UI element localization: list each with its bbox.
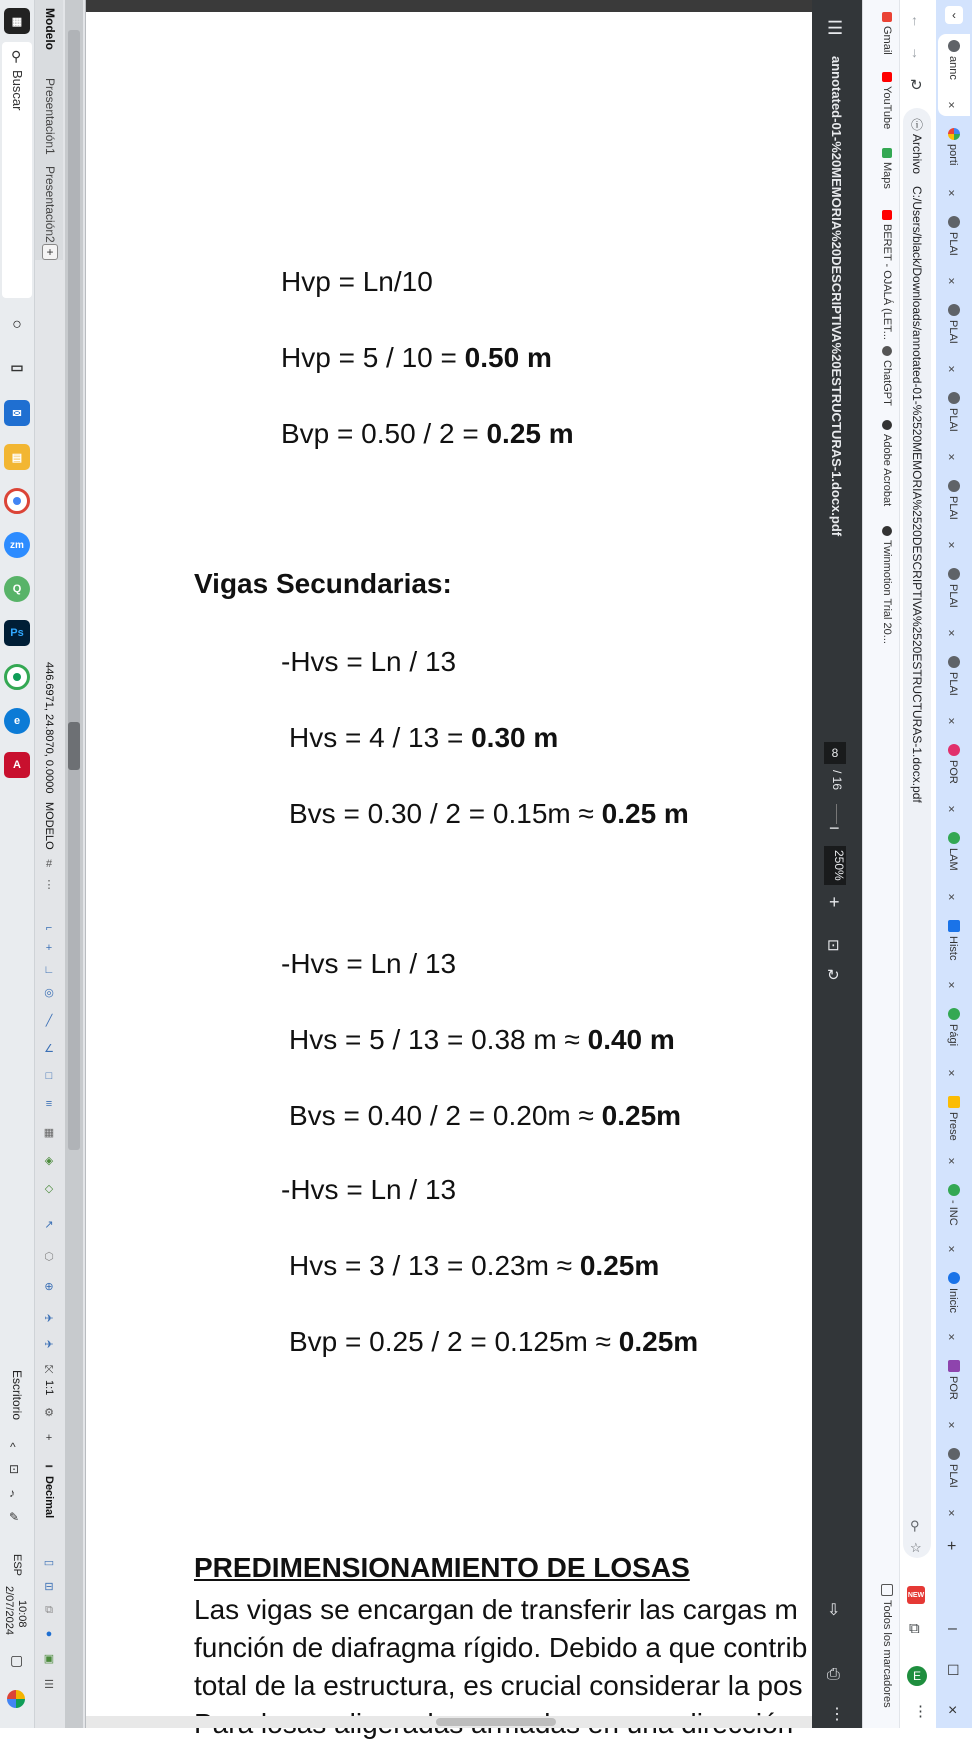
bookmark-youtube[interactable]: YouTube (881, 72, 893, 129)
add-layout-button[interactable]: + (42, 244, 58, 260)
edge-icon[interactable]: e (4, 708, 30, 734)
hvp-result: 0.50 m (464, 342, 552, 373)
polar-icon[interactable]: ◎ (44, 986, 54, 999)
s1-hvs-calculation: Hvs = 4 / 13 = 0.30 m (289, 722, 559, 753)
paragraph-line-3: total de la estructura, es crucial considerar la pos (194, 1670, 803, 1701)
rotate-icon[interactable]: ↻ (827, 967, 840, 984)
tab[interactable]: Pági × (938, 1002, 970, 1084)
workspace-gear-icon[interactable]: ⚙ (44, 1406, 54, 1419)
input-language[interactable]: ESP (11, 1554, 23, 1577)
object-snap-icon[interactable]: □ (45, 1070, 53, 1082)
youtube-icon (882, 72, 892, 82)
qgis-icon[interactable]: Q (4, 576, 30, 602)
model-space-toggle[interactable]: MODELO (43, 802, 55, 850)
file-explorer-icon[interactable]: ▤ (4, 444, 30, 470)
task-view-icon[interactable]: ▭ (10, 358, 24, 375)
tab-search-chevron-icon[interactable]: ‹ (945, 6, 963, 24)
bookmarks-bar (863, 0, 900, 1728)
transparency-icon[interactable]: ▦ (43, 1126, 55, 1139)
forward-arrow-icon[interactable]: ↓ (911, 44, 918, 60)
page-total: / 16 (830, 770, 844, 791)
history-icon (948, 920, 960, 932)
tab[interactable]: Histc × (938, 914, 970, 996)
bvp-calculation: Bvp = 0.50 / 2 = 0.25 m (281, 418, 574, 449)
globe-icon (882, 526, 892, 536)
chevron-up-icon[interactable]: ^ (10, 1440, 16, 1454)
speaker-icon[interactable]: ♪ (9, 1486, 15, 1500)
chatgpt-icon (882, 346, 892, 356)
pen-icon[interactable]: ✎ (9, 1510, 20, 1524)
close-icon[interactable]: × (948, 362, 956, 376)
info-icon: ⓘ (911, 118, 924, 132)
slides-icon (948, 1096, 960, 1108)
globe-icon (882, 420, 892, 430)
cad-scroll-thumb[interactable] (68, 722, 80, 770)
s1-hvs-result: 0.30 m (471, 722, 559, 753)
instagram-icon (948, 744, 960, 756)
print-icon[interactable]: ⎙ (827, 1666, 840, 1683)
download-icon[interactable]: ⇩ (827, 1602, 841, 1619)
bookmark-chatgpt[interactable]: ChatGPT (881, 346, 893, 406)
isolate-objects-icon[interactable]: ⧉ (45, 1603, 53, 1616)
dynamic-input-icon[interactable]: + (45, 942, 53, 954)
close-icon[interactable]: × (948, 98, 956, 112)
close-icon[interactable]: × (948, 714, 956, 728)
page-number-input[interactable]: 8 (824, 742, 846, 764)
s1-formula: -Hvs = Ln / 13 (281, 646, 457, 677)
cad-scroll-track (68, 30, 80, 1150)
fit-to-page-icon[interactable]: ⊡ (827, 937, 840, 954)
tab[interactable]: Prese × (938, 1090, 970, 1172)
chrome-menu-icon[interactable]: ⋮ (913, 1703, 928, 1720)
close-icon[interactable]: × (948, 186, 956, 200)
tab[interactable]: POR × (938, 738, 970, 820)
globe-icon (948, 1448, 960, 1460)
address-url[interactable]: C:/Users/black/Downloads/annotated-01-%2520MEMORIA%2520DESCRIPTIVA%2520ESTRUCTURAS-1.docx.pdf (910, 186, 924, 803)
chrome-profile-icon[interactable] (4, 664, 30, 690)
tab[interactable]: PLAI × (938, 210, 970, 292)
extensions-puzzle-icon[interactable]: ⧉ (909, 1620, 920, 1637)
tab[interactable]: PLAI × (938, 474, 970, 556)
tab[interactable]: PLAI × (938, 386, 970, 468)
bookmark-gmail[interactable]: Gmail (881, 12, 893, 55)
hardware-acceleration-icon[interactable]: ● (45, 1628, 53, 1640)
s1-bvs-calculation: Bvs = 0.30 / 2 = 0.15m ≈ 0.25 m (289, 798, 689, 829)
autocad-icon[interactable]: A (4, 752, 30, 778)
globe-icon (948, 392, 960, 404)
zoom-level-input[interactable]: 250% (824, 846, 846, 885)
zoom-out-icon[interactable]: − (829, 818, 840, 838)
close-icon[interactable]: × (948, 626, 956, 640)
zoom-icon[interactable]: zm (4, 532, 30, 558)
gizmo-icon[interactable]: ⊕ (44, 1280, 54, 1293)
s2-bvs-result: 0.25m (601, 1100, 682, 1131)
bookmark-star-icon[interactable]: ☆ (910, 1540, 922, 1555)
hvp-formula: Hvp = Ln/10 (281, 266, 433, 297)
globe-icon (948, 216, 960, 228)
globe-icon (948, 40, 960, 52)
auto-scale-icon[interactable]: ✈ (44, 1338, 54, 1351)
close-icon[interactable]: × (948, 1418, 956, 1432)
clean-screen-icon[interactable]: ▣ (43, 1652, 55, 1665)
windows-start-icon[interactable]: ▦ (4, 8, 30, 34)
browser-toolbar (862, 0, 937, 1728)
close-icon[interactable]: × (948, 802, 956, 816)
zoom-in-icon[interactable]: + (829, 892, 840, 912)
search-icon: ⚲ (11, 48, 22, 64)
s2-bvs-calculation: Bvs = 0.40 / 2 = 0.20m ≈ 0.25m (289, 1100, 682, 1131)
s1-bvs-result: 0.25 m (601, 798, 689, 829)
quick-properties-icon[interactable]: ▭ (43, 1556, 55, 1569)
all-bookmarks[interactable]: Todos los marcadores (881, 1584, 893, 1708)
profile-avatar[interactable]: E (907, 1666, 927, 1686)
chrome-icon[interactable] (4, 488, 30, 514)
menu-hamburger-icon[interactable]: ☰ (827, 18, 844, 38)
google-icon (948, 128, 960, 140)
pdf-horizontal-scrollbar[interactable] (86, 1716, 812, 1728)
close-icon[interactable]: × (948, 1154, 956, 1168)
units-selector[interactable]: Decimal (43, 1476, 55, 1519)
globe-icon (948, 656, 960, 668)
annotation-monitor-icon[interactable]: + (45, 1432, 53, 1444)
close-icon[interactable]: × (948, 538, 956, 552)
bvp-result: 0.25 m (486, 418, 574, 449)
close-icon[interactable]: × (948, 1506, 956, 1520)
search-label: Buscar (10, 70, 25, 111)
pdf-horizontal-scroll-thumb[interactable] (436, 1718, 556, 1726)
close-icon[interactable]: × (948, 890, 956, 904)
minimize-window-icon[interactable]: – (948, 1620, 957, 1637)
customization-icon[interactable]: ☰ (44, 1678, 54, 1691)
drive-icon (948, 832, 960, 844)
bookmark-beret[interactable]: BERET - OJALÁ (LET... (881, 210, 893, 340)
s3-bvp-result: 0.25m (618, 1326, 699, 1357)
s3-hvs-calculation: Hvs = 3 / 13 = 0.23m ≈ 0.25m (289, 1250, 660, 1281)
secondary-beams-heading: Vigas Secundarias: (194, 568, 452, 599)
ortho-icon[interactable]: ∟ (43, 964, 55, 976)
tab[interactable]: PLAI × (938, 650, 970, 732)
close-window-icon[interactable]: × (948, 1702, 958, 1719)
bookmark-twinmotion[interactable]: Twinmotion Trial 20... (881, 526, 893, 644)
windows-taskbar (0, 0, 35, 1728)
maximize-window-icon[interactable]: ☐ (947, 1662, 960, 1678)
selection-cycling-icon[interactable]: ◈ (44, 1154, 54, 1167)
tab[interactable]: PLAI × (938, 562, 970, 644)
new-tab-plus-icon[interactable]: + (947, 1538, 957, 1555)
tab-presentacion2[interactable]: Presentación2 (43, 166, 57, 243)
cursor-coordinates: 446.6971, 24.8070, 0.0000 (43, 662, 55, 794)
zoom-lens-icon[interactable]: ⚲ (910, 1518, 920, 1533)
tab[interactable]: POR × (938, 1354, 970, 1436)
extension-new-icon[interactable]: NEW (907, 1586, 925, 1604)
object-snap-tracking-icon[interactable]: ∠ (44, 1042, 54, 1055)
paragraph-line-1: Las vigas se encargan de transferir las cargas m (194, 1594, 798, 1625)
pdf-filename: annotated-01-%20MEMORIA%20DESCRIPTIVA%20ESTRUCTURAS-1.docx.pdf (829, 56, 844, 537)
tab[interactable]: - INC × (938, 1178, 970, 1260)
site-icon (948, 1272, 960, 1284)
clock-time[interactable]: 10:08 (16, 1600, 28, 1628)
clock-date[interactable]: 2/07/2024 (3, 1586, 15, 1635)
annotation-scale[interactable]: 1:1 (43, 1380, 55, 1396)
tab[interactable]: PLAI × (938, 298, 970, 380)
youtube-icon (882, 210, 892, 220)
selection-filter-icon[interactable]: ⬡ (44, 1250, 54, 1263)
drive-icon (948, 1184, 960, 1196)
close-icon[interactable]: × (948, 1242, 956, 1256)
more-actions-icon[interactable]: ⋮ (829, 1706, 845, 1723)
units-icon[interactable]: ━ (45, 1460, 53, 1473)
isodraft-icon[interactable]: ╱ (45, 1014, 53, 1027)
address-scheme-label: Archivo (910, 134, 924, 175)
dynamic-ucs-icon[interactable]: ↗ (44, 1218, 54, 1231)
tab[interactable]: Inicic × (938, 1266, 970, 1348)
close-icon[interactable]: × (948, 274, 956, 288)
lock-ui-icon[interactable]: ⊟ (44, 1580, 54, 1593)
notifications-icon[interactable]: ▢ (10, 1652, 24, 1668)
slabs-heading: PREDIMENSIONAMIENTO DE LOSAS (194, 1552, 690, 1583)
hvp-calculation: Hvp = 5 / 10 = 0.50 m (281, 342, 552, 373)
tab-active[interactable]: annc × (938, 34, 970, 116)
globe-icon (948, 304, 960, 316)
site-icon (948, 1360, 960, 1372)
drive-icon (948, 1008, 960, 1020)
reload-icon[interactable]: ↻ (910, 77, 923, 94)
annotation-visibility-icon[interactable]: ✈ (44, 1312, 54, 1325)
desktop-label[interactable]: Escritorio (10, 1370, 24, 1421)
maps-icon (882, 148, 892, 158)
cortana-circle-icon[interactable]: ○ (12, 316, 22, 333)
annotation-scale-icon[interactable]: ⤧ (44, 1363, 54, 1376)
address-bar[interactable] (903, 108, 931, 1558)
taskbar-search[interactable] (2, 42, 32, 298)
mail-icon[interactable]: ✉ (4, 400, 30, 426)
paragraph-line-2: función de diafragma rígido. Debido a que contrib (194, 1632, 808, 1663)
tab-presentacion1[interactable]: Presentación1 (43, 78, 57, 155)
tab-modelo[interactable]: Modelo (43, 8, 57, 50)
cad-vertical-scrollbar[interactable] (65, 0, 83, 1728)
gmail-icon (882, 12, 892, 22)
bookmark-maps[interactable]: Maps (881, 148, 893, 189)
cad-application-strip (35, 0, 86, 1728)
close-icon[interactable]: × (948, 450, 956, 464)
browser-tab-strip (936, 0, 972, 1728)
bookmark-adobe-acrobat[interactable]: Adobe Acrobat (881, 420, 893, 506)
close-icon[interactable]: × (948, 1066, 956, 1080)
tab[interactable]: porti × (938, 122, 970, 204)
s2-hvs-calculation: Hvs = 5 / 13 = 0.38 m ≈ 0.40 m (289, 1024, 675, 1055)
globe-icon (948, 480, 960, 492)
pdf-viewer-toolbar (812, 0, 862, 1728)
cad-status-bar (35, 640, 63, 1728)
folder-icon (881, 1584, 893, 1596)
snap-icon[interactable]: ⋮ (43, 878, 55, 891)
close-icon[interactable]: × (948, 1330, 956, 1344)
network-icon[interactable]: ⊡ (9, 1462, 20, 1476)
tab[interactable]: PLAI × (938, 1442, 970, 1524)
s3-formula: -Hvs = Ln / 13 (281, 1174, 457, 1205)
photoshop-icon[interactable]: Ps (4, 620, 30, 646)
tab[interactable]: LAM × (938, 826, 970, 908)
close-icon[interactable]: × (948, 978, 956, 992)
back-arrow-icon[interactable]: ↑ (911, 12, 918, 28)
cad-layout-tabs (35, 0, 63, 260)
s2-hvs-result: 0.40 m (587, 1024, 675, 1055)
infer-icon[interactable]: ⌐ (45, 922, 53, 934)
3d-osnap-icon[interactable]: ◇ (44, 1182, 54, 1195)
pdf-page-top-edge (86, 0, 812, 12)
weather-icon[interactable] (7, 1690, 25, 1708)
s3-hvs-result: 0.25m (579, 1250, 660, 1281)
pdf-page (86, 0, 812, 1728)
globe-icon (948, 568, 960, 580)
s3-bvp-calculation: Bvp = 0.25 / 2 = 0.125m ≈ 0.25m (289, 1326, 699, 1357)
grid-icon[interactable]: # (45, 858, 53, 870)
s2-formula: -Hvs = Ln / 13 (281, 948, 457, 979)
lineweight-icon[interactable]: ≡ (45, 1098, 53, 1110)
